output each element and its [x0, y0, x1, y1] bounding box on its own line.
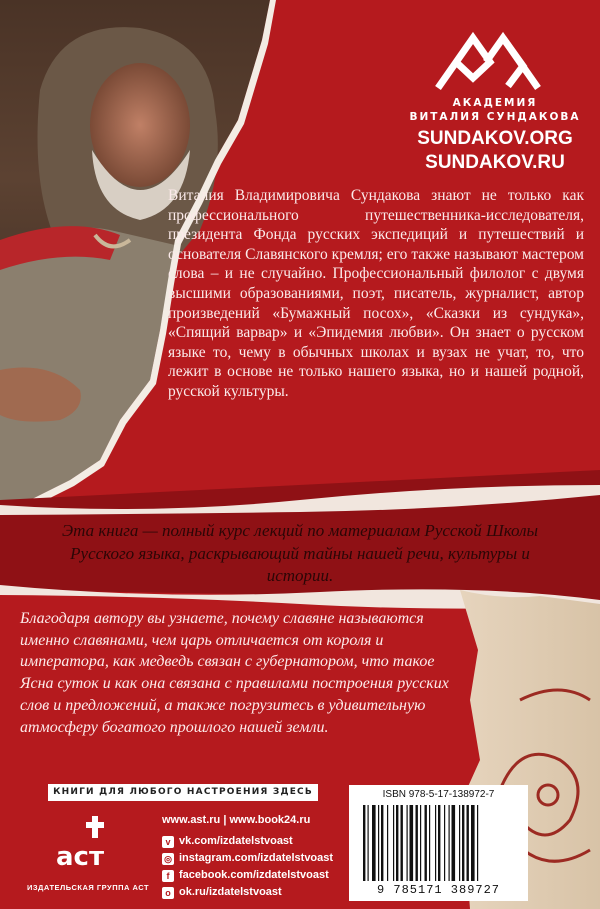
- social-link-text: instagram.com/izdatelstvoast: [179, 852, 334, 864]
- academy-name-line1: АКАДЕМИЯ: [452, 97, 538, 109]
- academy-logo-icon: [428, 26, 548, 96]
- site-link-org[interactable]: SUNDAKOV.ORG: [417, 128, 573, 149]
- social-link-facebook[interactable]: [162, 867, 333, 884]
- barcode-digits: 9 785171 389727: [376, 883, 501, 897]
- facebook-icon: f: [162, 870, 174, 882]
- instagram-icon: ◎: [162, 853, 174, 865]
- ok-icon: o: [162, 887, 174, 899]
- publisher-websites[interactable]: www.ast.ru | www.book24.ru: [162, 814, 311, 826]
- isbn-text: ISBN 978-5-17-138972-7: [382, 789, 495, 800]
- publisher-logo-text: аст: [56, 842, 105, 872]
- social-link-vk[interactable]: [162, 833, 333, 850]
- social-link-text: vk.com/izdatelstvoast: [179, 835, 293, 847]
- social-link-instagram[interactable]: [162, 850, 333, 867]
- social-link-text: ok.ru/izdatelstvoast: [179, 886, 282, 898]
- site-link-ru[interactable]: SUNDAKOV.RU: [425, 152, 565, 173]
- book-description: Благодаря автору вы узнаете, почему славяне называются именно славянами, чем царь отличается от короля и императора, как медведь связан с губернатором, что такое Ясна суток и как она связана с правилами построения русских слов и предложений, а также погрузитесь в удивительную атмосферу богатого прошлого нашей земли.: [20, 610, 449, 736]
- social-link-ok[interactable]: [162, 884, 333, 901]
- academy-name-line2: ВИТАЛИЯ СУНДАКОВА: [409, 111, 581, 123]
- tagline-bar: КНИГИ ДЛЯ ЛЮБОГО НАСТРОЕНИЯ ЗДЕСЬ: [48, 784, 318, 801]
- author-bio: Виталия Владимировича Сундакова знают не только как профессионального путешественника-исследователя, президента Фонда русских экспедиций и путешествий и основателя Славянского кремля; его также называют мастером слова – и не случайно. Профессиональный филолог с двумя высшими образованиями, поэт, писатель, журналист, автор произведений «Бумажный посох», «Сказки из сундука», «Спящий варвар» и «Эпидемия любви». Он знает о русском языке то, чему в обычных школах и вузах не учат, то, что лежит в основе не только нашего языка, но и нашей родной, русской культуры.: [168, 187, 584, 400]
- publisher-name: ИЗДАТЕЛЬСКАЯ ГРУППА АСТ: [26, 883, 150, 892]
- publisher-links: [162, 812, 333, 901]
- barcode-icon: [359, 805, 518, 883]
- social-link-text: facebook.com/izdatelstvoast: [179, 869, 329, 881]
- publisher-logo: [52, 812, 116, 876]
- vk-icon: v: [162, 836, 174, 848]
- academy-name: [405, 96, 585, 124]
- book-intro: Эта книга — полный курс лекций по материалам Русской Школы Русского языка, раскрывающий тайны нашей речи, культуры и истории.: [61, 521, 539, 585]
- barcode-box: [349, 785, 528, 901]
